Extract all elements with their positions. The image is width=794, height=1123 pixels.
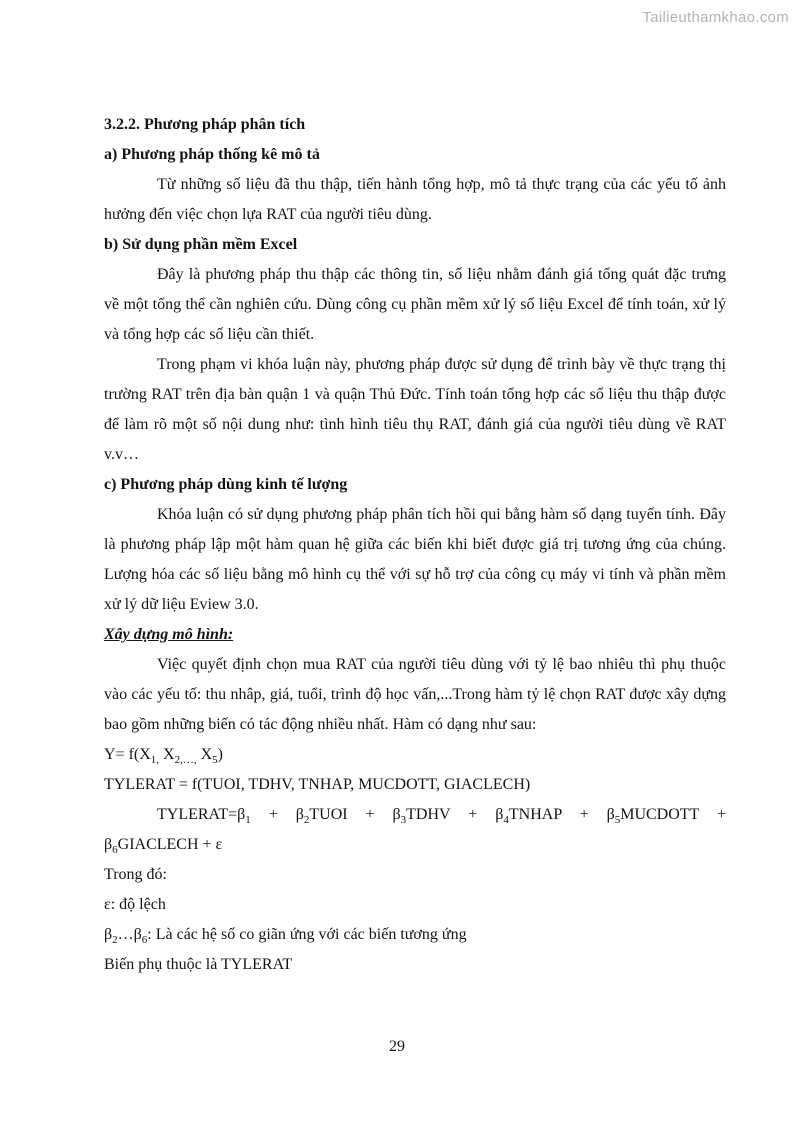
subscript: 4: [503, 814, 509, 826]
subscript: 2: [303, 814, 310, 826]
formula-text: GIACLECH + ε: [117, 836, 223, 853]
subheading-a: a) Phương pháp thống kê mô tả: [104, 146, 320, 163]
subscript: 6: [141, 934, 148, 946]
formula-text: TNHAP + β: [508, 806, 615, 823]
paragraph-c: Khóa luận có sử dụng phương pháp phân tích hồi qui bằng hàm số dạng tuyến tính. Đây là phương pháp lập một hàm quan hệ giữa các biến khi biết được giá trị tương ứng của chúng. Lượng hóa các số liệu bằng mô hình cụ thể với sự hỗ trợ của công cụ máy vi tính và phần mềm xử lý dữ liệu Eview 3.0.: [104, 506, 726, 613]
section-heading: 3.2.2. Phương pháp phân tích: [104, 116, 306, 133]
formula-text: TUOI + β: [309, 806, 401, 823]
paragraph-a: Từ những số liệu đã thu thập, tiến hành tổng hợp, mô tả thực trạng của các yếu tố ảnh hưởng đến việc chọn lựa RAT của người tiêu dùng.: [104, 176, 726, 223]
beta-definition: [104, 920, 726, 950]
formula-text: β: [104, 836, 113, 853]
formula-general-text: ): [217, 746, 223, 763]
subscript: 3: [400, 814, 407, 826]
paragraph-b1: Đây là phương pháp thu thập các thông tin, số liệu nhằm đánh giá tổng quát đặc trưng về một tổng thể cần nghiên cứu. Dùng công cụ phần mềm xử lý số liệu Excel để tính toán, xử lý và tổng hợp các số liệu cần thiết.: [104, 266, 726, 343]
subheading-b: b) Sử dụng phần mềm Excel: [104, 236, 298, 253]
paragraph-b2: Trong phạm vi khóa luận này, phương pháp được sử dụng để trình bày về thực trạng thị trường RAT trên địa bàn quận 1 và quận Thủ Đức. Tính toán tổng hợp các số liệu thu thập được để làm rõ một số nội dung như: tình hình tiêu thụ RAT, đánh giá của người tiêu dùng về RAT v.v…: [104, 356, 726, 463]
subscript: 5: [212, 754, 218, 766]
formula-general-text: Y= f(X: [104, 746, 151, 763]
formula-text: …β: [117, 926, 142, 943]
subheading-c: c) Phương pháp dùng kinh tế lượng: [104, 476, 348, 493]
subscript: 1: [245, 814, 251, 826]
formula-text: : Là các hệ số co giãn ứng với các biến tương ứng: [147, 926, 467, 943]
subscript: 5: [614, 814, 621, 826]
subscript: 6: [112, 844, 118, 856]
watermark-text: Tailieuthamkhao.com: [642, 9, 789, 26]
formula-regression-line2: [104, 830, 726, 860]
formula-text: β: [104, 926, 113, 943]
formula-text: TYLERAT=β: [157, 806, 246, 823]
model-title-row: [104, 620, 726, 650]
formula-general-text: X: [196, 746, 213, 763]
formula-text: MUCDOTT +: [620, 806, 727, 823]
subscript: 2,…,: [174, 754, 197, 766]
dependent-variable-note: Biến phụ thuộc là TYLERAT: [104, 956, 293, 973]
subscript: 2: [112, 934, 118, 946]
page-number: 29: [389, 1038, 405, 1055]
formula-text: TDHV + β: [406, 806, 504, 823]
model-intro-paragraph: Việc quyết định chọn mua RAT của người tiêu dùng với tỷ lệ bao nhiêu thì phụ thuộc vào các yếu tố: thu nhâp, giá, tuổi, trình độ học vấn,...Trong hàm tỷ lệ chọn RAT được xây dựng bao gồm những biến có tác động nhiều nhất. Hàm có dạng như sau:: [104, 656, 726, 733]
formula-text: + β: [250, 806, 304, 823]
formula-general-text: X: [159, 746, 175, 763]
page-content: [104, 110, 726, 980]
formula-named: TYLERAT = f(TUOI, TDHV, TNHAP, MUCDOTT, GIACLECH): [104, 776, 531, 793]
where-label: Trong đó:: [104, 866, 167, 883]
epsilon-definition: ε: độ lệch: [104, 896, 166, 913]
subscript: 1,: [150, 754, 160, 766]
formula-general: [104, 740, 726, 770]
formula-regression-line1: [104, 800, 726, 830]
model-title: Xây dựng mô hình:: [104, 626, 234, 643]
